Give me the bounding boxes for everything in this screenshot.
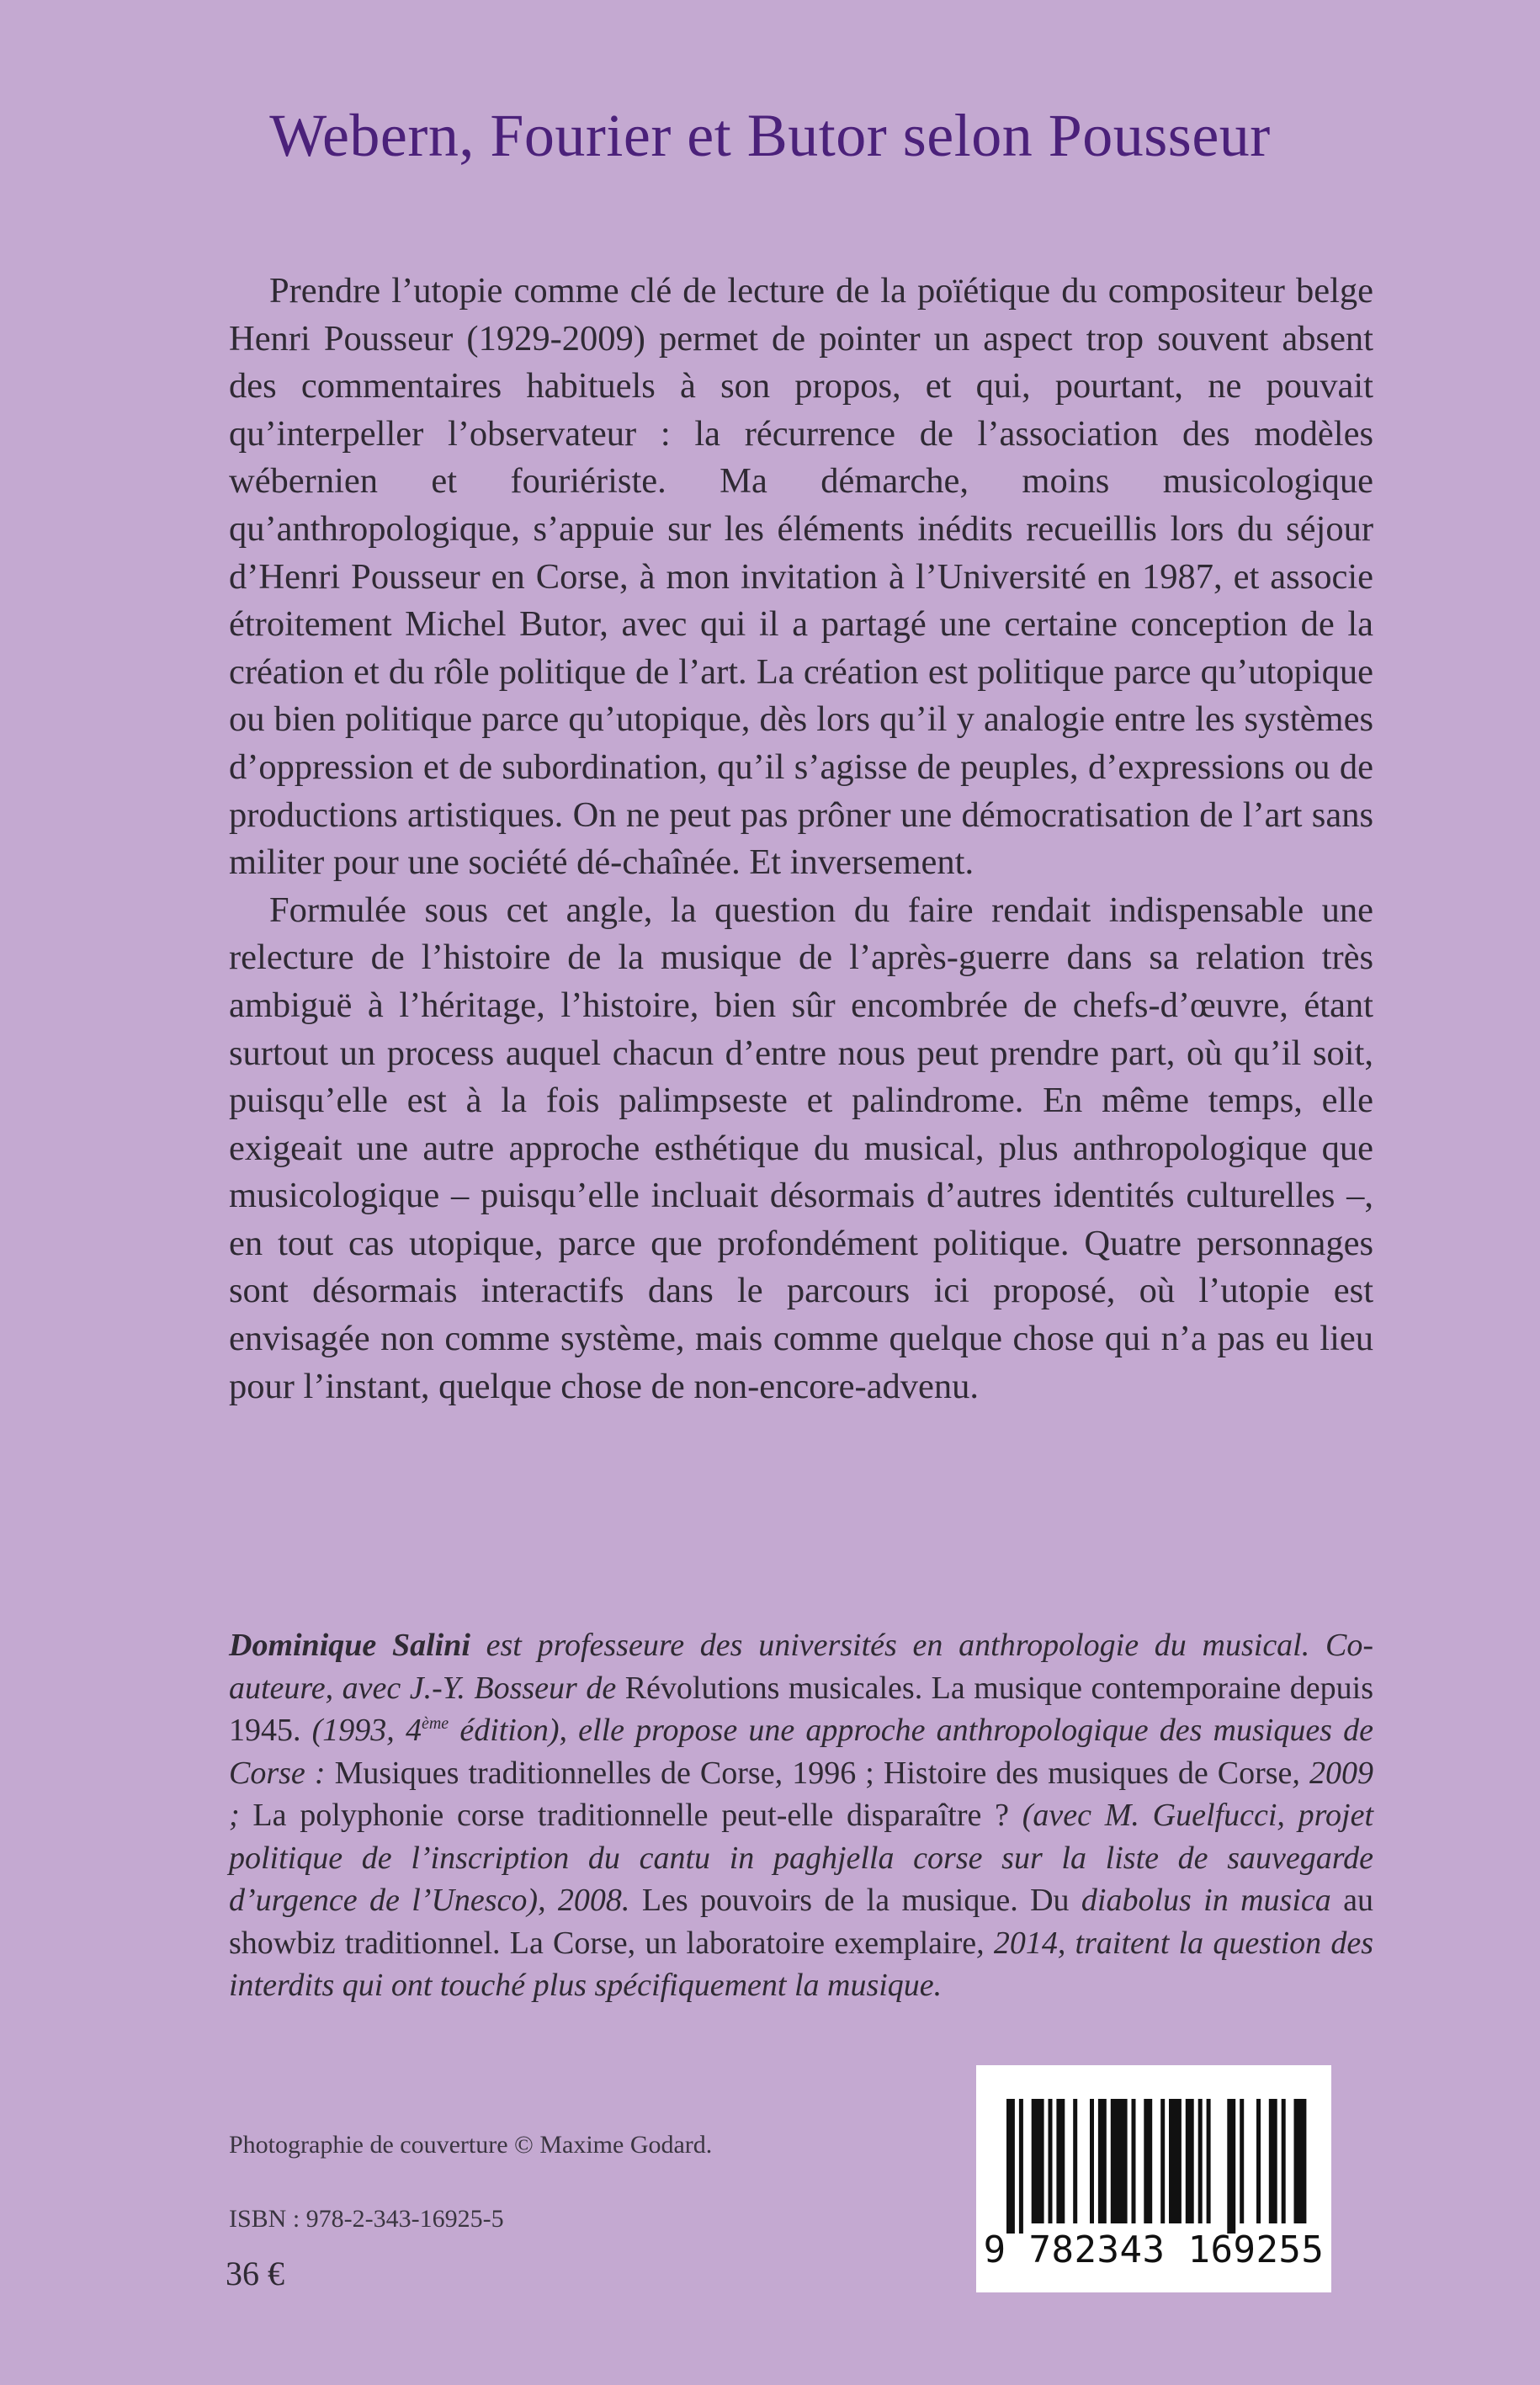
bio-segment: , [774,1755,793,1791]
bio-book-title: Les pouvoirs de la musique. Du [641,1883,1070,1918]
bio-book-title: au showbiz traditionnel. La Corse, un laboratoire exemplaire [229,1883,1373,1961]
bio-segment: édition), elle propose une approche anthropologique des musiques de Corse : [229,1713,1373,1791]
barcode-bar [1006,2099,1015,2234]
barcode-bar [1160,2099,1165,2223]
barcode-bars [976,2065,1331,2234]
bio-book-title: 1996 ; Histoire des musiques de Corse [792,1755,1293,1791]
author-name: Dominique Salini [229,1628,470,1663]
barcode-bar [1207,2099,1211,2223]
bio-segment: est professeure des universités en anthropologie du musical. Co-auteure, avec J.-Y. Bosseur de [229,1628,1373,1706]
summary-paragraph: Formulée sous cet angle, la question du faire rendait indispensable une relecture de l’histoire de la musique de l’après-guerre dans sa relation très ambiguë à l’héritage, l’histoire, bien sûr encombrée de chefs-d’œuvre, étant surtout un process auquel chacun d’entre nous peut prendre part, où qu’il soit, puisqu’elle est à la fois palimpseste et palindrome. En même temps, elle exigeait une autre approche esthétique du musical, plus anthropologique que musicologique – puisqu’elle incluait désormais d’autres identités culturelles –, en tout cas utopique, parce que profondément politique. Quatre personnages sont désormais interactifs dans le parcours ici proposé, où l’utopie est envisagée non comme système, mais comme quelque chose qui n’a pas eu lieu pour l’instant, quelque chose de non-encore-advenu. [229,890,1373,1406]
barcode-bar [1098,2099,1107,2223]
barcode-bar [1269,2099,1277,2223]
barcode-bar [1090,2099,1094,2223]
barcode-bar [1056,2099,1065,2223]
barcode-bar [1111,2099,1128,2223]
photo-credit: Photographie de couverture © Maxime Godard. [229,2131,713,2159]
bio-segment: (1993, 4 [300,1713,422,1748]
bio-book-title: La polyphonie corse traditionnelle peut-elle disparaître ? [252,1798,1009,1833]
barcode-bar [1144,2099,1152,2223]
barcode-bar [1132,2099,1136,2223]
barcode-bar [1240,2099,1244,2223]
author-bio [229,1624,1373,2007]
bio-book-title: Révolutions musicales. La musique contemporaine depuis 1945. [229,1670,1373,1748]
barcode-bar [1019,2099,1023,2234]
summary-text [229,268,1373,1410]
bio-segment: , 2014, traitent la question des interdits qui ont touché plus spécifiquement la musique. [229,1925,1374,2003]
bio-superscript: ème [421,1714,449,1733]
barcode-bar [1227,2099,1235,2234]
summary-paragraph: Prendre l’utopie comme clé de lecture de la poïétique du compositeur belge Henri Pousseur (1929-2009) permet de pointer un aspect trop souvent absent des commentaires habituels à son propos, et qui, pourtant, ne pouvait qu’interpeller l’observateur : la récurrence de l’association des modèles wébernien et fouriériste. Ma démarche, moins musicologique qu’anthropologique, s’appuie sur les éléments inédits recueillis lors du séjour d’Henri Pousseur en Corse, à mon invitation à l’Université en 1987, et associe étroitement Michel Butor, avec qui il a partagé une certaine conception de la création et du rôle politique de l’art. La création est politique parce qu’utopique ou bien politique parce qu’utopique, dès lors qu’il y analogie entre les systèmes d’oppression et de subordination, qu’il s’agisse de peuples, d’expressions ou de productions artistiques. On ne peut pas prôner une démocratisation de l’art sans militer pour une société dé-chaînée. Et inversement. [229,271,1373,883]
barcode-bar [1073,2099,1077,2223]
bio-segment: diabolus in musica [1069,1883,1344,1918]
bio-book-title: Musiques traditionnelles de Corse [334,1755,775,1791]
isbn: ISBN : 978-2-343-16925-5 [229,2205,504,2233]
barcode [976,2065,1331,2292]
price: 36 € [226,2255,284,2292]
bio-segment: (avec M. Guelfucci, projet politique de l’inscription du cantu in paghjella corse sur la liste de sauvegarde d’urgence de l’Unesco), 2008. [229,1798,1374,1918]
barcode-digits: 9 782343 169255 [983,2228,1325,2271]
bio-segment: , 2009 ; [229,1755,1374,1833]
barcode-bar [1282,2099,1286,2223]
barcode-bar [1032,2099,1044,2223]
barcode-bar [1169,2099,1182,2223]
barcode-bar [1049,2099,1053,2223]
barcode-bar [1256,2099,1261,2223]
barcode-bar [1198,2099,1203,2223]
barcode-bar [1294,2099,1307,2223]
barcode-bar [1186,2099,1194,2223]
book-title: Webern, Fourier et Butor selon Pousseur [269,102,1271,169]
